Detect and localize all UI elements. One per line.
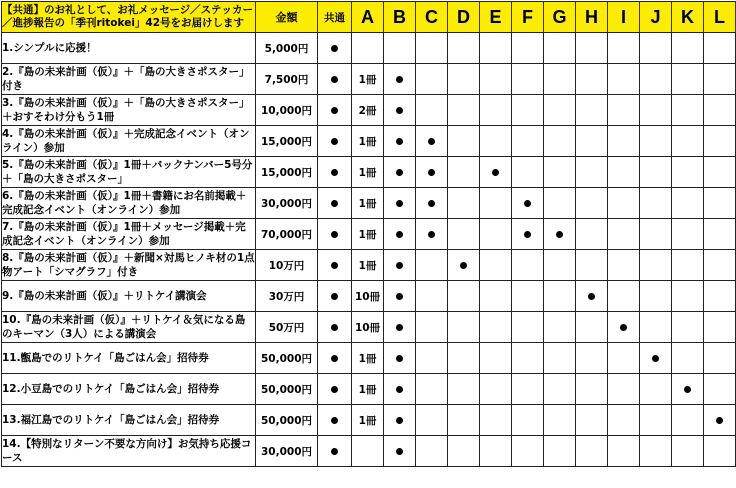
- col-b-mark-cell: [384, 188, 416, 219]
- included-dot-icon: [684, 386, 691, 393]
- col-c-mark-cell: [416, 157, 448, 188]
- table-row: [2, 250, 736, 281]
- table-row: [2, 374, 736, 405]
- header-col-j: J: [640, 2, 672, 33]
- col-b-mark-cell: [384, 312, 416, 343]
- included-dot-icon: [331, 107, 338, 114]
- header-col-g: G: [544, 2, 576, 33]
- col-h-mark-cell: [576, 188, 608, 219]
- reward-description: 4.『島の未来計画（仮）』＋完成記念イベント（オンライン）参加: [2, 126, 256, 157]
- reward-description: 10.『島の未来計画（仮）』＋リトケイ＆気になる島のキーマン（3人）による講演会: [2, 312, 256, 343]
- col-b-mark-cell: [384, 250, 416, 281]
- col-d-mark-cell: [448, 126, 480, 157]
- col-f-mark-cell: [512, 405, 544, 436]
- included-dot-icon: [396, 169, 403, 176]
- col-c-mark-cell: [416, 436, 448, 467]
- reward-description: 12.小豆島でのリトケイ「島ごはん会」招待券: [2, 374, 256, 405]
- table-row: [2, 188, 736, 219]
- header-col-d: D: [448, 2, 480, 33]
- col-a-quantity: 1冊: [352, 126, 384, 157]
- col-a-quantity: 1冊: [352, 157, 384, 188]
- reward-amount: 10万円: [256, 250, 318, 281]
- col-h-mark-cell: [576, 374, 608, 405]
- header-row: [2, 2, 736, 33]
- col-a-quantity: 1冊: [352, 374, 384, 405]
- col-k-mark-cell: [672, 157, 704, 188]
- header-common: 共通: [318, 2, 352, 33]
- col-c-mark-cell: [416, 343, 448, 374]
- reward-amount: 30万円: [256, 281, 318, 312]
- col-j-mark-cell: [640, 219, 672, 250]
- reward-table: [1, 1, 736, 467]
- col-d-mark-cell: [448, 250, 480, 281]
- col-a-quantity: 1冊: [352, 219, 384, 250]
- col-g-mark-cell: [544, 188, 576, 219]
- reward-description: 6.『島の未来計画（仮）』1冊＋書籍にお名前掲載＋完成記念イベント（オンライン）参加: [2, 188, 256, 219]
- common-mark-cell: [318, 95, 352, 126]
- col-f-mark-cell: [512, 312, 544, 343]
- included-dot-icon: [396, 448, 403, 455]
- included-dot-icon: [396, 138, 403, 145]
- reward-amount: 5,000円: [256, 33, 318, 64]
- included-dot-icon: [331, 386, 338, 393]
- reward-amount: 15,000円: [256, 126, 318, 157]
- table-row: [2, 405, 736, 436]
- col-k-mark-cell: [672, 95, 704, 126]
- col-g-mark-cell: [544, 374, 576, 405]
- col-a-quantity: 10冊: [352, 312, 384, 343]
- col-e-mark-cell: [480, 33, 512, 64]
- table-row: [2, 219, 736, 250]
- reward-amount: 30,000円: [256, 436, 318, 467]
- col-j-mark-cell: [640, 250, 672, 281]
- table-row: [2, 343, 736, 374]
- reward-description: 3.『島の未来計画（仮）』＋「島の大きさポスター」＋おすそわけ分もう1冊: [2, 95, 256, 126]
- header-col-k: K: [672, 2, 704, 33]
- col-b-mark-cell: [384, 33, 416, 64]
- col-k-mark-cell: [672, 250, 704, 281]
- table-row: [2, 436, 736, 467]
- col-e-mark-cell: [480, 374, 512, 405]
- included-dot-icon: [396, 262, 403, 269]
- col-i-mark-cell: [608, 405, 640, 436]
- col-h-mark-cell: [576, 436, 608, 467]
- col-i-mark-cell: [608, 374, 640, 405]
- col-e-mark-cell: [480, 281, 512, 312]
- col-g-mark-cell: [544, 126, 576, 157]
- col-j-mark-cell: [640, 312, 672, 343]
- col-b-mark-cell: [384, 281, 416, 312]
- col-j-mark-cell: [640, 64, 672, 95]
- col-c-mark-cell: [416, 374, 448, 405]
- col-g-mark-cell: [544, 436, 576, 467]
- included-dot-icon: [588, 293, 595, 300]
- col-l-mark-cell: [704, 250, 736, 281]
- included-dot-icon: [460, 262, 467, 269]
- col-l-mark-cell: [704, 64, 736, 95]
- col-k-mark-cell: [672, 374, 704, 405]
- col-l-mark-cell: [704, 95, 736, 126]
- included-dot-icon: [331, 448, 338, 455]
- col-k-mark-cell: [672, 188, 704, 219]
- common-mark-cell: [318, 312, 352, 343]
- col-d-mark-cell: [448, 64, 480, 95]
- col-e-mark-cell: [480, 64, 512, 95]
- header-col-f: F: [512, 2, 544, 33]
- col-j-mark-cell: [640, 374, 672, 405]
- col-h-mark-cell: [576, 343, 608, 374]
- reward-amount: 50,000円: [256, 374, 318, 405]
- table-row: [2, 157, 736, 188]
- col-h-mark-cell: [576, 405, 608, 436]
- col-i-mark-cell: [608, 343, 640, 374]
- col-i-mark-cell: [608, 250, 640, 281]
- col-e-mark-cell: [480, 157, 512, 188]
- col-e-mark-cell: [480, 436, 512, 467]
- col-l-mark-cell: [704, 405, 736, 436]
- col-d-mark-cell: [448, 312, 480, 343]
- col-j-mark-cell: [640, 343, 672, 374]
- col-f-mark-cell: [512, 95, 544, 126]
- reward-amount: 7,500円: [256, 64, 318, 95]
- reward-description: 7.『島の未来計画（仮）』1冊＋メッセージ掲載＋完成記念イベント（オンライン）参加: [2, 219, 256, 250]
- col-j-mark-cell: [640, 33, 672, 64]
- col-k-mark-cell: [672, 219, 704, 250]
- reward-description: 11.甑島でのリトケイ「島ごはん会」招待券: [2, 343, 256, 374]
- col-l-mark-cell: [704, 312, 736, 343]
- col-j-mark-cell: [640, 188, 672, 219]
- col-a-quantity: 1冊: [352, 405, 384, 436]
- col-a-quantity: 10冊: [352, 281, 384, 312]
- table-row: [2, 33, 736, 64]
- col-f-mark-cell: [512, 343, 544, 374]
- col-c-mark-cell: [416, 405, 448, 436]
- col-b-mark-cell: [384, 64, 416, 95]
- col-f-mark-cell: [512, 436, 544, 467]
- col-h-mark-cell: [576, 219, 608, 250]
- col-c-mark-cell: [416, 281, 448, 312]
- included-dot-icon: [396, 231, 403, 238]
- reward-amount: 10,000円: [256, 95, 318, 126]
- col-k-mark-cell: [672, 126, 704, 157]
- included-dot-icon: [396, 417, 403, 424]
- included-dot-icon: [524, 200, 531, 207]
- col-a-quantity: 2冊: [352, 95, 384, 126]
- col-i-mark-cell: [608, 281, 640, 312]
- header-col-h: H: [576, 2, 608, 33]
- col-e-mark-cell: [480, 405, 512, 436]
- common-mark-cell: [318, 33, 352, 64]
- col-b-mark-cell: [384, 157, 416, 188]
- included-dot-icon: [396, 200, 403, 207]
- col-f-mark-cell: [512, 64, 544, 95]
- header-col-l: L: [704, 2, 736, 33]
- included-dot-icon: [716, 417, 723, 424]
- included-dot-icon: [331, 262, 338, 269]
- table-row: [2, 126, 736, 157]
- col-h-mark-cell: [576, 64, 608, 95]
- reward-amount: 30,000円: [256, 188, 318, 219]
- common-mark-cell: [318, 374, 352, 405]
- col-i-mark-cell: [608, 188, 640, 219]
- col-c-mark-cell: [416, 64, 448, 95]
- included-dot-icon: [396, 76, 403, 83]
- col-f-mark-cell: [512, 126, 544, 157]
- col-a-quantity: [352, 436, 384, 467]
- included-dot-icon: [620, 324, 627, 331]
- col-d-mark-cell: [448, 343, 480, 374]
- included-dot-icon: [331, 45, 338, 52]
- col-l-mark-cell: [704, 188, 736, 219]
- col-k-mark-cell: [672, 436, 704, 467]
- col-e-mark-cell: [480, 126, 512, 157]
- included-dot-icon: [652, 355, 659, 362]
- col-l-mark-cell: [704, 374, 736, 405]
- col-f-mark-cell: [512, 374, 544, 405]
- col-d-mark-cell: [448, 157, 480, 188]
- col-g-mark-cell: [544, 64, 576, 95]
- col-f-mark-cell: [512, 250, 544, 281]
- col-f-mark-cell: [512, 219, 544, 250]
- col-d-mark-cell: [448, 33, 480, 64]
- included-dot-icon: [331, 138, 338, 145]
- col-j-mark-cell: [640, 95, 672, 126]
- included-dot-icon: [331, 76, 338, 83]
- col-g-mark-cell: [544, 281, 576, 312]
- col-k-mark-cell: [672, 343, 704, 374]
- included-dot-icon: [428, 138, 435, 145]
- included-dot-icon: [331, 355, 338, 362]
- reward-description: 1.シンプルに応援！: [2, 33, 256, 64]
- col-g-mark-cell: [544, 312, 576, 343]
- col-c-mark-cell: [416, 126, 448, 157]
- reward-description: 8.『島の未来計画（仮）』＋新聞×対馬ヒノキ材の1点物アート「シマグラフ」付き: [2, 250, 256, 281]
- col-f-mark-cell: [512, 33, 544, 64]
- col-g-mark-cell: [544, 343, 576, 374]
- col-i-mark-cell: [608, 64, 640, 95]
- col-g-mark-cell: [544, 95, 576, 126]
- col-f-mark-cell: [512, 157, 544, 188]
- common-mark-cell: [318, 405, 352, 436]
- col-k-mark-cell: [672, 281, 704, 312]
- col-h-mark-cell: [576, 312, 608, 343]
- included-dot-icon: [556, 231, 563, 238]
- col-b-mark-cell: [384, 405, 416, 436]
- reward-description: 9.『島の未来計画（仮）』＋リトケイ講演会: [2, 281, 256, 312]
- col-h-mark-cell: [576, 281, 608, 312]
- col-l-mark-cell: [704, 281, 736, 312]
- col-i-mark-cell: [608, 312, 640, 343]
- col-k-mark-cell: [672, 33, 704, 64]
- common-mark-cell: [318, 157, 352, 188]
- included-dot-icon: [396, 386, 403, 393]
- col-j-mark-cell: [640, 281, 672, 312]
- included-dot-icon: [396, 107, 403, 114]
- col-g-mark-cell: [544, 33, 576, 64]
- col-d-mark-cell: [448, 188, 480, 219]
- header-col-b: B: [384, 2, 416, 33]
- header-amount: 金額: [256, 2, 318, 33]
- col-h-mark-cell: [576, 157, 608, 188]
- reward-amount: 50万円: [256, 312, 318, 343]
- common-mark-cell: [318, 219, 352, 250]
- col-i-mark-cell: [608, 436, 640, 467]
- col-c-mark-cell: [416, 219, 448, 250]
- col-h-mark-cell: [576, 250, 608, 281]
- col-c-mark-cell: [416, 33, 448, 64]
- col-g-mark-cell: [544, 157, 576, 188]
- col-i-mark-cell: [608, 95, 640, 126]
- included-dot-icon: [331, 293, 338, 300]
- col-l-mark-cell: [704, 157, 736, 188]
- col-a-quantity: [352, 33, 384, 64]
- col-i-mark-cell: [608, 219, 640, 250]
- table-row: [2, 312, 736, 343]
- included-dot-icon: [428, 231, 435, 238]
- included-dot-icon: [524, 231, 531, 238]
- col-l-mark-cell: [704, 126, 736, 157]
- col-a-quantity: 1冊: [352, 250, 384, 281]
- table-row: [2, 95, 736, 126]
- col-e-mark-cell: [480, 188, 512, 219]
- included-dot-icon: [331, 231, 338, 238]
- col-i-mark-cell: [608, 33, 640, 64]
- col-a-quantity: 1冊: [352, 188, 384, 219]
- col-l-mark-cell: [704, 33, 736, 64]
- common-mark-cell: [318, 126, 352, 157]
- reward-amount: 70,000円: [256, 219, 318, 250]
- col-g-mark-cell: [544, 250, 576, 281]
- col-d-mark-cell: [448, 374, 480, 405]
- common-mark-cell: [318, 188, 352, 219]
- header-col-e: E: [480, 2, 512, 33]
- col-c-mark-cell: [416, 95, 448, 126]
- common-mark-cell: [318, 250, 352, 281]
- col-h-mark-cell: [576, 33, 608, 64]
- col-e-mark-cell: [480, 95, 512, 126]
- col-e-mark-cell: [480, 343, 512, 374]
- col-b-mark-cell: [384, 374, 416, 405]
- included-dot-icon: [331, 200, 338, 207]
- reward-description: 5.『島の未来計画（仮）』1冊＋バックナンバー5号分＋「島の大きさポスター」: [2, 157, 256, 188]
- reward-description: 14.【特別なリターン不要な方向け】お気持ち応援コース: [2, 436, 256, 467]
- reward-description: 2.『島の未来計画（仮）』＋「島の大きさポスター」付き: [2, 64, 256, 95]
- common-mark-cell: [318, 64, 352, 95]
- included-dot-icon: [331, 324, 338, 331]
- col-f-mark-cell: [512, 281, 544, 312]
- header-description: 【共通】のお礼として、お礼メッセージ／ステッカー／進捗報告の「季刊ritokei」42号をお届けします: [2, 2, 256, 33]
- reward-amount: 50,000円: [256, 405, 318, 436]
- table-row: [2, 281, 736, 312]
- col-d-mark-cell: [448, 219, 480, 250]
- col-e-mark-cell: [480, 312, 512, 343]
- col-j-mark-cell: [640, 436, 672, 467]
- col-k-mark-cell: [672, 312, 704, 343]
- col-k-mark-cell: [672, 405, 704, 436]
- common-mark-cell: [318, 436, 352, 467]
- col-b-mark-cell: [384, 343, 416, 374]
- col-i-mark-cell: [608, 157, 640, 188]
- col-i-mark-cell: [608, 126, 640, 157]
- col-l-mark-cell: [704, 436, 736, 467]
- col-a-quantity: 1冊: [352, 343, 384, 374]
- col-j-mark-cell: [640, 126, 672, 157]
- included-dot-icon: [492, 169, 499, 176]
- table-body: [2, 33, 736, 467]
- col-g-mark-cell: [544, 219, 576, 250]
- col-b-mark-cell: [384, 126, 416, 157]
- col-k-mark-cell: [672, 64, 704, 95]
- common-mark-cell: [318, 343, 352, 374]
- included-dot-icon: [428, 200, 435, 207]
- col-l-mark-cell: [704, 343, 736, 374]
- col-e-mark-cell: [480, 250, 512, 281]
- col-d-mark-cell: [448, 281, 480, 312]
- included-dot-icon: [331, 417, 338, 424]
- col-c-mark-cell: [416, 188, 448, 219]
- col-h-mark-cell: [576, 126, 608, 157]
- col-d-mark-cell: [448, 436, 480, 467]
- col-b-mark-cell: [384, 436, 416, 467]
- common-mark-cell: [318, 281, 352, 312]
- included-dot-icon: [396, 355, 403, 362]
- included-dot-icon: [396, 324, 403, 331]
- header-col-c: C: [416, 2, 448, 33]
- col-b-mark-cell: [384, 219, 416, 250]
- reward-description: 13.福江島でのリトケイ「島ごはん会」招待券: [2, 405, 256, 436]
- col-d-mark-cell: [448, 405, 480, 436]
- col-g-mark-cell: [544, 405, 576, 436]
- col-l-mark-cell: [704, 219, 736, 250]
- header-col-a: A: [352, 2, 384, 33]
- table-row: [2, 64, 736, 95]
- col-h-mark-cell: [576, 95, 608, 126]
- col-j-mark-cell: [640, 157, 672, 188]
- included-dot-icon: [396, 293, 403, 300]
- reward-amount: 50,000円: [256, 343, 318, 374]
- col-f-mark-cell: [512, 188, 544, 219]
- col-d-mark-cell: [448, 95, 480, 126]
- included-dot-icon: [428, 169, 435, 176]
- included-dot-icon: [331, 169, 338, 176]
- col-c-mark-cell: [416, 312, 448, 343]
- reward-amount: 15,000円: [256, 157, 318, 188]
- col-c-mark-cell: [416, 250, 448, 281]
- col-a-quantity: 1冊: [352, 64, 384, 95]
- col-e-mark-cell: [480, 219, 512, 250]
- col-b-mark-cell: [384, 95, 416, 126]
- header-col-i: I: [608, 2, 640, 33]
- col-j-mark-cell: [640, 405, 672, 436]
